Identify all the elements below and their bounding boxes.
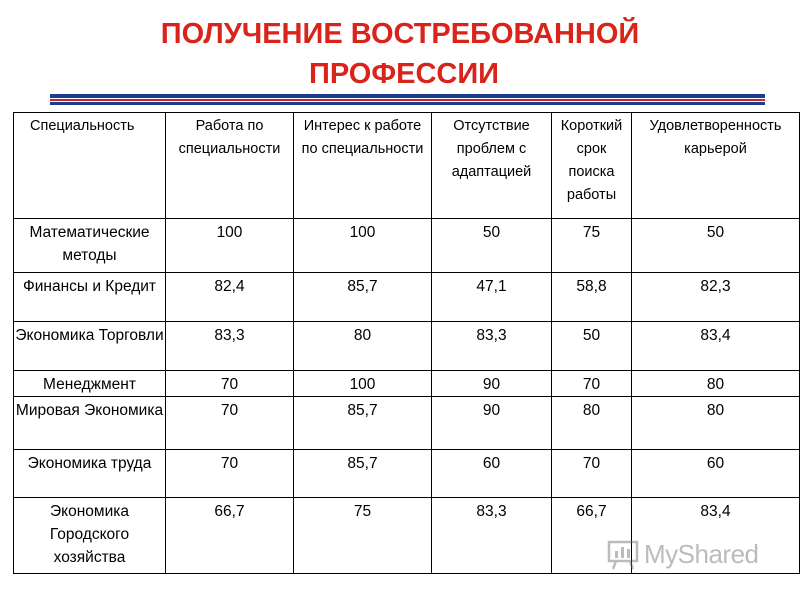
table-cell: 83,3 bbox=[166, 322, 294, 371]
table-header-row bbox=[14, 113, 800, 219]
table-row bbox=[14, 219, 800, 273]
table-cell: 66,7 bbox=[166, 498, 294, 574]
table-cell: 50 bbox=[632, 219, 800, 273]
title-line-1: ПОЛУЧЕНИЕ ВОСТРЕБОВАННОЙ bbox=[160, 18, 640, 50]
row-label: Менеджмент bbox=[14, 371, 166, 397]
divider-blue-bottom bbox=[50, 102, 765, 105]
header-specialty: Специальность bbox=[14, 113, 166, 219]
row-label: Экономика труда bbox=[14, 450, 166, 498]
table-cell: 70 bbox=[166, 450, 294, 498]
header-job-search: Короткий срок поиска работы bbox=[552, 113, 632, 219]
table-cell: 75 bbox=[294, 498, 432, 574]
table-cell: 82,3 bbox=[632, 273, 800, 322]
table-cell: 85,7 bbox=[294, 273, 432, 322]
table-cell: 82,4 bbox=[166, 273, 294, 322]
table-row bbox=[14, 450, 800, 498]
table-cell: 66,7 bbox=[552, 498, 632, 574]
table-cell: 83,4 bbox=[632, 322, 800, 371]
table-cell: 83,3 bbox=[432, 498, 552, 574]
table-cell: 83,4 bbox=[632, 498, 800, 574]
title-line-2: ПРОФЕССИИ bbox=[308, 58, 500, 90]
table-cell: 70 bbox=[166, 371, 294, 397]
table-cell: 85,7 bbox=[294, 397, 432, 450]
table-cell: 70 bbox=[552, 450, 632, 498]
table-row bbox=[14, 273, 800, 322]
row-label: Экономика Торговли bbox=[14, 322, 166, 371]
divider-blue-top bbox=[50, 94, 765, 98]
table-cell: 100 bbox=[294, 219, 432, 273]
table-cell: 58,8 bbox=[552, 273, 632, 322]
table-cell: 70 bbox=[166, 397, 294, 450]
watermark-text: MyShared bbox=[644, 538, 759, 569]
table-cell: 100 bbox=[294, 371, 432, 397]
specialty-table bbox=[13, 112, 800, 574]
row-label: Математические методы bbox=[14, 219, 166, 273]
table-cell: 80 bbox=[632, 397, 800, 450]
table-cell: 90 bbox=[432, 397, 552, 450]
table-cell: 80 bbox=[294, 322, 432, 371]
table-cell: 50 bbox=[432, 219, 552, 273]
table-row bbox=[14, 322, 800, 371]
table-cell: 83,3 bbox=[432, 322, 552, 371]
table-cell: 80 bbox=[632, 371, 800, 397]
presentation-board-icon bbox=[606, 537, 640, 571]
watermark bbox=[606, 536, 759, 572]
header-adaptation: Отсутствие проблем с адаптацией bbox=[432, 113, 552, 219]
table-cell: 80 bbox=[552, 397, 632, 450]
header-satisfaction: Удовлетворенность карьерой bbox=[632, 113, 800, 219]
table-cell: 47,1 bbox=[432, 273, 552, 322]
row-label: Мировая Экономика bbox=[14, 397, 166, 450]
page-title bbox=[0, 14, 800, 94]
header-interest: Интерес к работе по специальности bbox=[294, 113, 432, 219]
table-cell: 75 bbox=[552, 219, 632, 273]
table-cell: 60 bbox=[632, 450, 800, 498]
table-row bbox=[14, 397, 800, 450]
table-cell: 100 bbox=[166, 219, 294, 273]
table-cell: 60 bbox=[432, 450, 552, 498]
table-row bbox=[14, 371, 800, 397]
table-cell: 90 bbox=[432, 371, 552, 397]
divider-red bbox=[50, 99, 765, 101]
header-work-by-specialty: Работа по специальности bbox=[166, 113, 294, 219]
table-cell: 70 bbox=[552, 371, 632, 397]
table-cell: 50 bbox=[552, 322, 632, 371]
table-cell: 85,7 bbox=[294, 450, 432, 498]
row-label: Экономика Городского хозяйства bbox=[14, 498, 166, 574]
row-label: Финансы и Кредит bbox=[14, 273, 166, 322]
